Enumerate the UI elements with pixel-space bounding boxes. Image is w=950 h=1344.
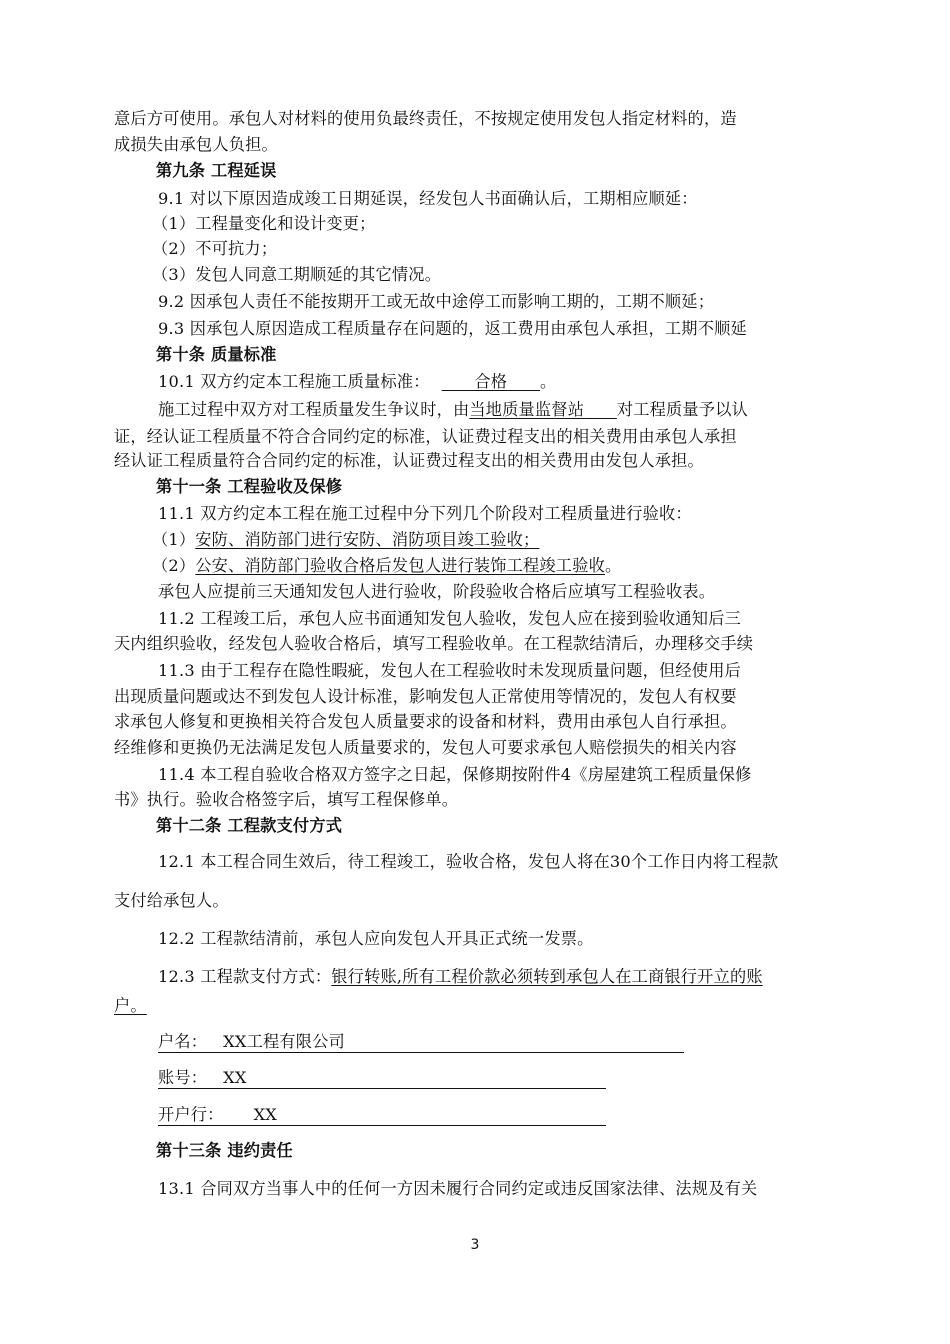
- article-heading-11: 第十一条 工程验收及保修: [156, 477, 343, 496]
- text: 10.1 双方约定本工程施工质量标准：: [158, 372, 430, 391]
- bank-label: 开户行：: [158, 1105, 224, 1124]
- list-item: （2）不可抗力；: [152, 239, 278, 258]
- acceptance-stage-1: 安防、消防部门进行安防、消防项目竣工验收；: [195, 530, 540, 549]
- paragraph-line: 9.3 因承包人原因造成工程质量存在问题的，返工费用由承包人承担，工期不顺延: [158, 319, 747, 338]
- paragraph-line: 12.2 工程款结清前，承包人应向发包人开具正式统一发票。: [158, 929, 594, 948]
- list-item: [152, 555, 621, 577]
- paragraph-line: 成损失由承包人负担。: [114, 135, 278, 154]
- paragraph-line: 天内组织验收，经发包人验收合格后，填写工程验收单。在工程款结清后，办理移交手续: [114, 634, 754, 653]
- bank-value: XX: [253, 1105, 278, 1124]
- paragraph-line: 11.2 工程竣工后，承包人应书面通知发包人验收，发包人应在接到验收通知后三: [158, 609, 741, 628]
- text: 。: [539, 372, 557, 391]
- account-name-field: [158, 1031, 684, 1053]
- paragraph-line: 11.1 双方约定本工程在施工过程中分下列几个阶段对工程质量进行验收：: [158, 504, 692, 523]
- paragraph-line: 13.1 合同双方当事人中的任何一方因未履行合同约定或违反国家法律、法规及有关: [158, 1179, 758, 1198]
- paragraph-line: 出现质量问题或达不到发包人设计标准，影响发包人正常使用等情况的，发包人有权要: [114, 687, 737, 706]
- article-heading-12: 第十二条 工程款支付方式: [156, 816, 343, 835]
- account-name-label: 户名：: [158, 1032, 208, 1051]
- paragraph-line: 11.3 由于工程存在隐性暇疵，发包人在工程验收时未发现质量问题，但经使用后: [158, 661, 741, 680]
- list-item: （3）发包人同意工期顺延的其它情况。: [152, 265, 442, 284]
- supervisor-value: [469, 400, 617, 419]
- paragraph-line: 经维修和更换仍无法满足发包人质量要求的，发包人可要求承包人赔偿损失的相关内容: [114, 738, 737, 757]
- paragraph-line: 承包人应提前三天通知发包人进行验收，阶段验收合格后应填写工程验收表。: [158, 582, 716, 601]
- paragraph-line: [158, 966, 763, 988]
- article-heading-13: 第十三条 违约责任: [156, 1141, 293, 1160]
- paragraph-line: 11.4 本工程自验收合格双方签字之日起，保修期按附件4《房屋建筑工程质量保修: [158, 765, 752, 784]
- paragraph-line: 9.1 对以下原因造成竣工日期延误，经发包人书面确认后，工期相应顺延：: [158, 189, 698, 208]
- paragraph-line: 9.2 因承包人责任不能按期开工或无故中途停工而影响工期的，工期不顺延；: [158, 292, 715, 311]
- paragraph-line: 经认证工程质量符合合同约定的标准，认证费过程支出的相关费用由发包人承担。: [114, 451, 704, 470]
- article-heading-9: 第九条 工程延误: [156, 161, 277, 180]
- quality-standard-text: 合格: [474, 372, 508, 391]
- supervisor-text: 当地质量监督站: [469, 400, 585, 419]
- payment-method-value-cont: 户。: [114, 996, 147, 1015]
- bank-field: [158, 1104, 606, 1126]
- text: 对工程质量予以认: [616, 400, 748, 419]
- account-number-field: [158, 1067, 606, 1089]
- paragraph-line: 意后方可使用。承包人对材料的使用负最终责任，不按规定使用发包人指定材料的，造: [114, 109, 737, 128]
- article-heading-10: 第十条 质量标准: [156, 345, 277, 364]
- list-item: （1）工程量变化和设计变更；: [152, 214, 376, 233]
- text: （2）: [152, 556, 196, 575]
- acceptance-stage-2: 公安、消防部门验收合格后发包人进行装饰工程竣工验收: [195, 556, 605, 575]
- text: 施工过程中双方对工程质量发生争议时，由: [158, 400, 470, 419]
- text: 12.3 工程款支付方式：: [158, 967, 332, 986]
- quality-standard-value: [442, 372, 540, 391]
- account-name-value: XX工程有限公司: [223, 1032, 345, 1051]
- paragraph-line: [158, 371, 556, 393]
- text: （1）: [152, 530, 196, 549]
- paragraph-line: 求承包人修复和更换相关符合发包人质量要求的设备和材料，费用由承包人自行承担。: [114, 712, 737, 731]
- text: 。: [604, 556, 622, 575]
- account-number-value: XX: [223, 1068, 247, 1087]
- paragraph-line: 证，经认证工程质量不符合合同约定的标准，认证费过程支出的相关费用由承包人承担: [114, 427, 737, 446]
- paragraph-line: 支付给承包人。: [114, 891, 229, 910]
- page-number: 3: [470, 1237, 480, 1253]
- account-number-label: 账号：: [158, 1068, 208, 1087]
- paragraph-line: 书》执行。验收合格签字后，填写工程保修单。: [114, 790, 459, 809]
- list-item: [152, 529, 539, 551]
- payment-method-value: 银行转账,所有工程价款必须转到承包人在工商银行开立的账: [331, 967, 763, 986]
- paragraph-line: 12.1 本工程合同生效后，待工程竣工，验收合格，发包人将在30个工作日内将工程款: [158, 852, 779, 871]
- paragraph-line: [158, 399, 748, 421]
